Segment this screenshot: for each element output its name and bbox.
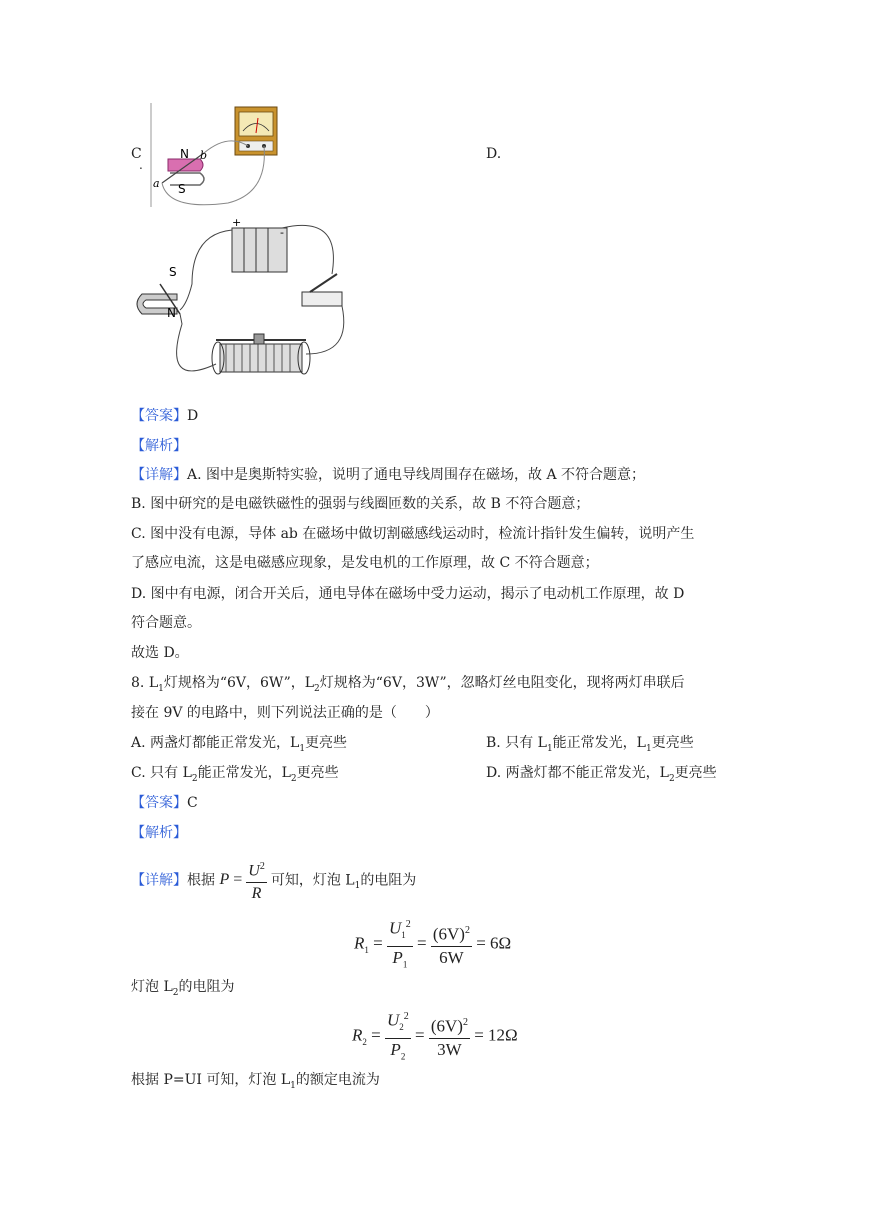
- formula-r: R: [251, 885, 262, 903]
- r2-num-exp: 2: [462, 1017, 468, 1029]
- last-post: 的额定电流为: [295, 1072, 380, 1088]
- r2-eq1: =: [371, 1025, 381, 1045]
- r2-u: U: [386, 1010, 400, 1030]
- r2-den: 3W: [437, 1040, 462, 1060]
- q7-answer-tag: 【答案】: [131, 408, 187, 424]
- q8-sub-l1: 1: [158, 683, 164, 694]
- bulb2-post: 的电阻为: [178, 979, 235, 995]
- q8-stem1-c: 灯规格为“6V，3W”，忽略灯丝电阻变化，现将两灯串联后: [319, 675, 685, 691]
- r2-frac1: [385, 1006, 411, 1067]
- q8-opt-b-post: 更亮些: [651, 735, 694, 751]
- r1-frac1: [387, 914, 413, 975]
- q8-detail-post: 可知，灯泡 L: [270, 872, 355, 889]
- q8-sub-l2: 2: [314, 683, 320, 694]
- q8-stem1-b: 灯规格为“6V，6W”，L: [163, 675, 315, 691]
- r2-frac2: [429, 1012, 470, 1061]
- r1-u-sub: 1: [401, 930, 406, 941]
- q8-detail-line: [131, 856, 416, 904]
- q8-stem1-a: L: [148, 675, 159, 691]
- minus-label: -: [280, 226, 284, 239]
- n-pole-label: N: [180, 147, 189, 161]
- bulb2-line: [131, 977, 234, 1003]
- q7-line-d2: 符合题意。: [131, 615, 201, 631]
- q8-opt-c-sub2: 2: [290, 773, 297, 784]
- q8-stem-line2: 接在 9V 的电路中，则下列说法正确的是（ ）: [131, 705, 439, 721]
- option-c-label: C: [131, 146, 142, 162]
- formula-u: U: [248, 862, 260, 880]
- s-pole-label: S: [178, 182, 186, 196]
- r1-den: 6W: [439, 948, 464, 968]
- last-pre: 根据 P=UI 可知，灯泡 L: [131, 1072, 291, 1088]
- r1-frac2: [431, 920, 472, 969]
- formula-eq: =: [233, 871, 243, 889]
- q8-option-c: [131, 763, 339, 789]
- motor-circuit-diagram: [132, 214, 362, 394]
- power-formula: [219, 861, 270, 903]
- q7-answer-value: D: [187, 408, 199, 424]
- q7-line-c1: C. 图中没有电源，导体 ab 在磁场中做切割磁感线运动时，检流计指针发生偏转，说明产生: [131, 526, 695, 542]
- q7-detail-a: [131, 465, 645, 485]
- r1-formula: [354, 914, 511, 975]
- q8-option-a: [131, 733, 347, 759]
- q8-opt-c-mid: 能正常发光，L: [197, 765, 291, 781]
- q8-option-d: [486, 763, 717, 789]
- r2-num: (6V): [430, 1017, 463, 1037]
- r2-u-exp: 2: [403, 1011, 409, 1022]
- q8-opt-d-post: 更亮些: [674, 765, 717, 781]
- galvanometer-diagram: [148, 103, 283, 209]
- q8-opt-b-sub2: 1: [645, 743, 652, 754]
- bulb2-sub: 2: [172, 987, 179, 998]
- q7-line-b: B. 图中研究的是电磁铁磁性的强弱与线圈匝数的关系，故 B 不符合题意；: [131, 496, 590, 512]
- q8-opt-b-pre: B. 只有 L: [486, 735, 547, 751]
- r2-eq2: =: [415, 1025, 425, 1045]
- r2-p: P: [390, 1040, 401, 1060]
- q8-opt-c-post: 更亮些: [296, 765, 339, 781]
- q8-answer-value: C: [187, 795, 198, 811]
- r1-eq2: =: [417, 933, 427, 953]
- q8-opt-a-pre: A. 两盏灯都能正常发光，L: [131, 735, 300, 751]
- s-pole-label-d: S: [169, 265, 177, 279]
- q8-analysis-tag: 【解析】: [131, 825, 187, 841]
- r1-result: = 6Ω: [476, 933, 512, 953]
- r2-formula: [352, 1006, 518, 1067]
- q8-opt-d-pre: D. 两盏灯都不能正常发光，L: [486, 765, 669, 781]
- q8-opt-b-mid: 能正常发光，L: [552, 735, 646, 751]
- r2-result: = 12Ω: [474, 1025, 518, 1045]
- r2-u-sub: 2: [399, 1022, 404, 1033]
- q7-detail-tag: 【详解】: [131, 467, 187, 483]
- r1-eq1: =: [373, 933, 383, 953]
- r1-p-sub: 1: [402, 959, 408, 970]
- r1-num-exp: 2: [464, 925, 470, 937]
- last-line: [131, 1070, 380, 1096]
- q8-opt-c-sub1: 2: [191, 773, 198, 784]
- q8-number: 8.: [131, 675, 145, 691]
- bulb2-pre: 灯泡 L: [131, 979, 173, 995]
- formula-fraction: [246, 856, 267, 905]
- r1-num: (6V): [432, 925, 465, 945]
- q7-line-d1: D. 图中有电源，闭合开关后，通电导体在磁场中受力运动，揭示了电动机工作原理，故 D: [131, 586, 685, 602]
- r1-lhs-sub: 1: [364, 945, 369, 956]
- q8-detail-tag: 【详解】: [131, 872, 187, 889]
- r2-lhs-sub: 2: [362, 1037, 367, 1048]
- formula-p: P: [219, 871, 230, 889]
- q7-line-c2: 了感应电流，这是电磁感应现象，是发电机的工作原理，故 C 不符合题意；: [131, 555, 599, 571]
- q8-answer: [131, 793, 198, 813]
- point-a-label: a: [153, 177, 160, 190]
- r1-u-exp: 2: [405, 919, 411, 930]
- r1-p: P: [392, 948, 403, 968]
- last-sub: 1: [290, 1080, 296, 1091]
- option-c-dot: .: [139, 158, 143, 172]
- r2-p-sub: 2: [400, 1051, 406, 1062]
- q8-detail-end: 的电阻为: [360, 872, 417, 889]
- q8-opt-a-post: 更亮些: [305, 735, 348, 751]
- q8-answer-tag: 【答案】: [131, 795, 187, 811]
- q7-line-a: A. 图中是奥斯特实验，说明了通电导线周围存在磁场，故 A 不符合题意；: [187, 467, 646, 483]
- q8-opt-c-pre: C. 只有 L: [131, 765, 192, 781]
- option-d-label: D.: [486, 146, 502, 162]
- plus-label: +: [232, 216, 242, 229]
- r1-u: U: [388, 918, 402, 938]
- formula-exp: 2: [259, 861, 265, 872]
- q7-answer: [131, 406, 198, 426]
- point-b-label: b: [200, 149, 208, 162]
- q8-opt-d-sub: 2: [668, 773, 675, 784]
- q8-detail-sub: 1: [354, 881, 361, 892]
- q8-opt-a-sub: 1: [299, 743, 306, 754]
- r2-lhs: R: [352, 1025, 363, 1045]
- n-pole-label-d: N: [167, 306, 176, 320]
- q8-opt-b-sub1: 1: [546, 743, 553, 754]
- r1-lhs: R: [354, 933, 365, 953]
- q8-option-b: [486, 733, 694, 759]
- q7-analysis-tag: 【解析】: [131, 438, 187, 454]
- q8-stem-line1: [131, 673, 685, 699]
- q7-conclusion: 故选 D。: [131, 645, 189, 661]
- q8-detail-pre: 根据: [187, 872, 215, 889]
